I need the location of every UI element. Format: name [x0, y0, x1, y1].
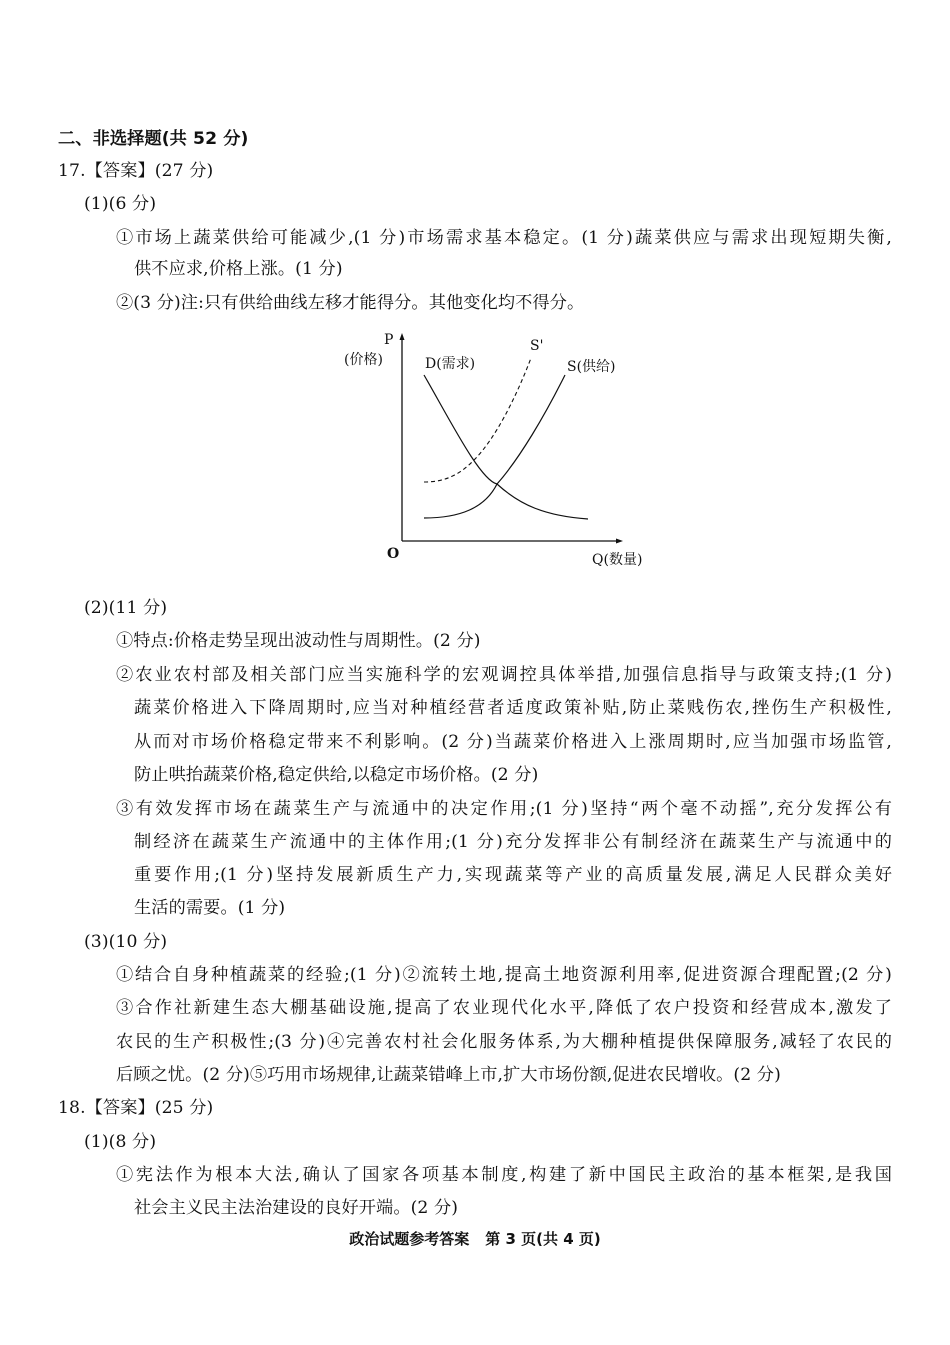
q17-part2-label: (2)(11 分) — [84, 598, 168, 618]
footer-page-info: 第 3 页(共 4 页) — [485, 1230, 601, 1248]
origin-label: O — [387, 546, 400, 562]
demand-label: D(需求) — [425, 356, 476, 372]
q17-part1-label: (1)(6 分) — [84, 194, 157, 214]
supply-curve — [424, 375, 565, 518]
q17-part2-item1: ①特点:价格走势呈现出波动性与周期性。(2 分) — [116, 631, 481, 651]
section-heading: 二、非选择题(共 52 分) — [58, 129, 249, 149]
q17-part2-item2-line4: 防止哄抬蔬菜价格,稳定供给,以稳定市场价格。(2 分) — [134, 765, 539, 785]
q18-part1-label: (1)(8 分) — [84, 1132, 157, 1152]
q17-part3-line3: 农民的生产积极性;(3 分)④完善农村社会化服务体系,为大棚种植提供保障服务,减轻了农民的 — [116, 1032, 892, 1052]
q18-title: 18.【答案】(25 分) — [58, 1098, 214, 1118]
page-footer — [0, 1228, 950, 1249]
y-axis-letter: P — [384, 332, 394, 348]
demand-curve — [424, 375, 588, 519]
supply-label: S(供给) — [567, 359, 616, 375]
q18-part1-item1-line2: 社会主义民主法治建设的良好开端。(2 分) — [134, 1198, 459, 1218]
q17-part1-item1-line1: ①市场上蔬菜供给可能减少,(1 分)市场需求基本稳定。(1 分)蔬菜供应与需求出现短期失衡, — [116, 228, 892, 248]
q17-part2-item2-line2: 蔬菜价格进入下降周期时,应当对种植经营者适度政策补贴,防止菜贱伤农,挫伤生产积极性, — [134, 698, 892, 718]
q17-part3-label: (3)(10 分) — [84, 932, 168, 952]
shifted-supply-label: S' — [530, 338, 544, 354]
q18-part1-item1-line1: ①宪法作为根本大法,确认了国家各项基本制度,构建了新中国民主政治的基本框架,是我国 — [116, 1165, 892, 1185]
y-axis-arrow-icon — [400, 333, 405, 340]
q17-title: 17.【答案】(27 分) — [58, 161, 214, 181]
q17-part2-item3-line3: 重要作用;(1 分)坚持发展新质生产力,实现蔬菜等产业的高质量发展,满足人民群众美好 — [134, 865, 892, 885]
y-axis-label: (价格) — [344, 352, 383, 368]
q17-part2-item2-line1: ②农业农村部及相关部门应当实施科学的宏观调控具体举措,加强信息指导与政策支持;(1 分) — [116, 665, 892, 685]
shifted-supply-curve — [424, 358, 531, 482]
q17-part1-item1-line2: 供不应求,价格上涨。(1 分) — [134, 259, 343, 279]
q17-part3-line2: ③合作社新建生态大棚基础设施,提高了农业现代化水平,降低了农户投资和经营成本,激发了 — [116, 998, 892, 1018]
q17-part3-line4: 后顾之忧。(2 分)⑤巧用市场规律,让蔬菜错峰上市,扩大市场份额,促进农民增收。(2 分) — [116, 1065, 781, 1085]
q17-part2-item3-line2: 制经济在蔬菜生产流通中的主体作用;(1 分)充分发挥非公有制经济在蔬菜生产与流通中的 — [134, 832, 892, 852]
q17-part2-item3-line1: ③有效发挥市场在蔬菜生产与流通中的决定作用;(1 分)坚持“两个毫不动摇”,充分发挥公有 — [116, 799, 892, 819]
q17-part3-line1: ①结合自身种植蔬菜的经验;(1 分)②流转土地,提高土地资源利用率,促进资源合理配置;(2 分) — [116, 965, 892, 985]
footer-doc-title: 政治试题参考答案 — [349, 1230, 470, 1248]
x-axis-arrow-icon — [616, 539, 623, 544]
supply-demand-graph — [330, 330, 680, 580]
q17-part1-item2: ②(3 分)注:只有供给曲线左移才能得分。其他变化均不得分。 — [116, 293, 585, 313]
x-axis-label: Q(数量) — [592, 552, 643, 568]
q17-part2-item2-line3: 从而对市场价格稳定带来不利影响。(2 分)当蔬菜价格进入上涨周期时,应当加强市场监管, — [134, 732, 892, 752]
q17-part2-item3-line4: 生活的需要。(1 分) — [134, 898, 286, 918]
